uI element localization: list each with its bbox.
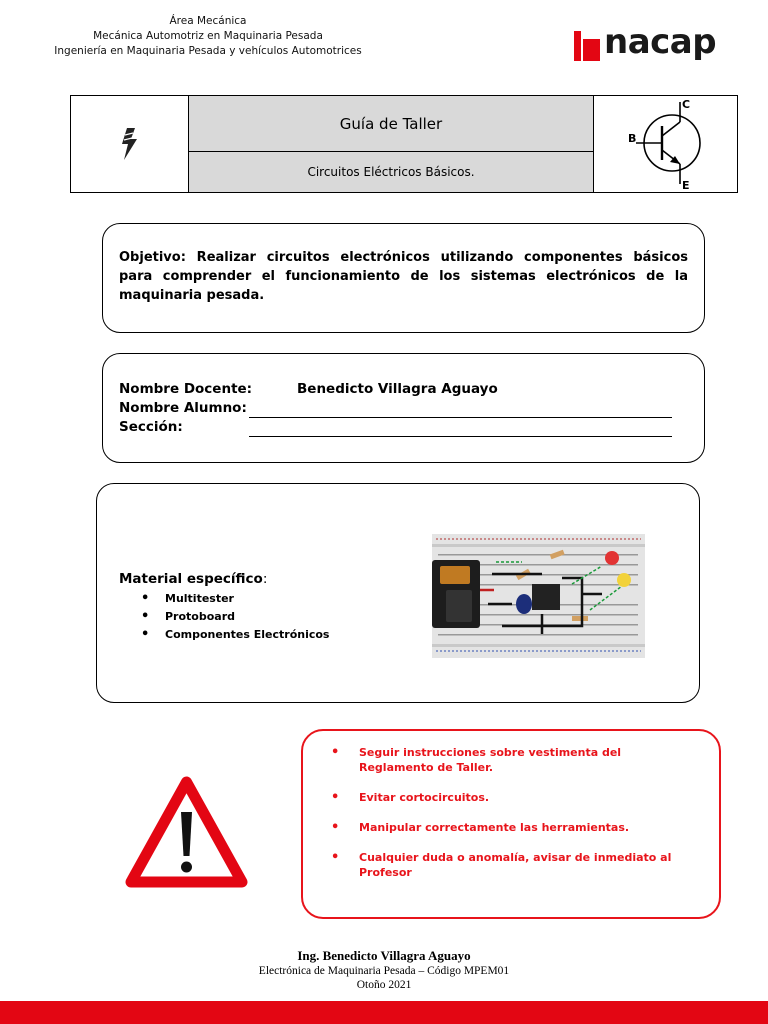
material-list (141, 590, 329, 644)
footer-author: Ing. Benedicto Villagra Aguayo (297, 948, 471, 963)
objective-box (102, 223, 705, 333)
guide-subtitle: Circuitos Eléctricos Básicos. (189, 152, 593, 192)
title-cell (189, 96, 593, 192)
alumno-label: Nombre Alumno: (119, 400, 247, 416)
objective-text: Objetivo: Realizar circuitos electrónicos utilizando componentes básicos para comprender el funcionamiento de los sistemas electrónicos de la maquinaria pesada. (119, 250, 688, 303)
material-title-colon: : (262, 571, 268, 587)
list-item: • Componentes Electrónicos (141, 626, 329, 644)
footer-red-bar (0, 1001, 768, 1024)
alumno-row (119, 399, 688, 418)
transistor-symbol-icon (594, 96, 738, 192)
warning-triangle-icon (124, 774, 249, 889)
institution-header (28, 14, 388, 59)
logo-text: nacap (604, 22, 717, 62)
seccion-input-line[interactable] (249, 423, 672, 437)
list-item: • Seguir instrucciones sobre vestimenta del Reglamento de Taller. (331, 745, 699, 775)
material-box (96, 483, 700, 703)
inacap-mark-icon (574, 31, 600, 61)
footer-term: Otoño 2021 (356, 979, 412, 991)
base-label: B (628, 132, 637, 145)
docente-label: Nombre Docente: (119, 381, 253, 397)
emitter-label: E (682, 179, 690, 192)
header-area: Área Mecánica (169, 15, 247, 27)
safety-rules-box (301, 729, 721, 919)
list-item: • Evitar cortocircuitos. (331, 790, 699, 805)
collector-label: C (682, 98, 691, 111)
list-item: • Manipular correctamente las herramientas. (331, 820, 699, 835)
material-title-text: Material específico (119, 571, 263, 587)
transistor-cell (593, 96, 737, 192)
title-icon-cell (71, 96, 189, 192)
header-program: Mecánica Automotriz en Maquinaria Pesada (93, 30, 323, 42)
seccion-label: Sección: (119, 419, 183, 435)
docente-value: Benedicto Villagra Aguayo (297, 381, 498, 397)
page-footer (0, 948, 768, 992)
header-career: Ingeniería en Maquinaria Pesada y vehículos Automotrices (54, 45, 362, 57)
guide-title: Guía de Taller (189, 96, 593, 152)
alumno-input-line[interactable] (249, 404, 672, 418)
inacap-logo (574, 22, 724, 69)
docente-row (119, 380, 688, 399)
list-item: • Protoboard (141, 608, 329, 626)
seccion-row (119, 418, 688, 437)
title-table (70, 95, 738, 193)
protoboard-image (432, 534, 645, 658)
names-box (102, 353, 705, 463)
safety-list (331, 745, 699, 880)
material-title (119, 571, 267, 587)
lightning-bolt-icon (120, 128, 140, 160)
list-item: • Multitester (141, 590, 329, 608)
footer-course: Electrónica de Maquinaria Pesada – Código MPEM01 (258, 965, 510, 977)
list-item: • Cualquier duda o anomalía, avisar de inmediato al Profesor (331, 850, 699, 880)
